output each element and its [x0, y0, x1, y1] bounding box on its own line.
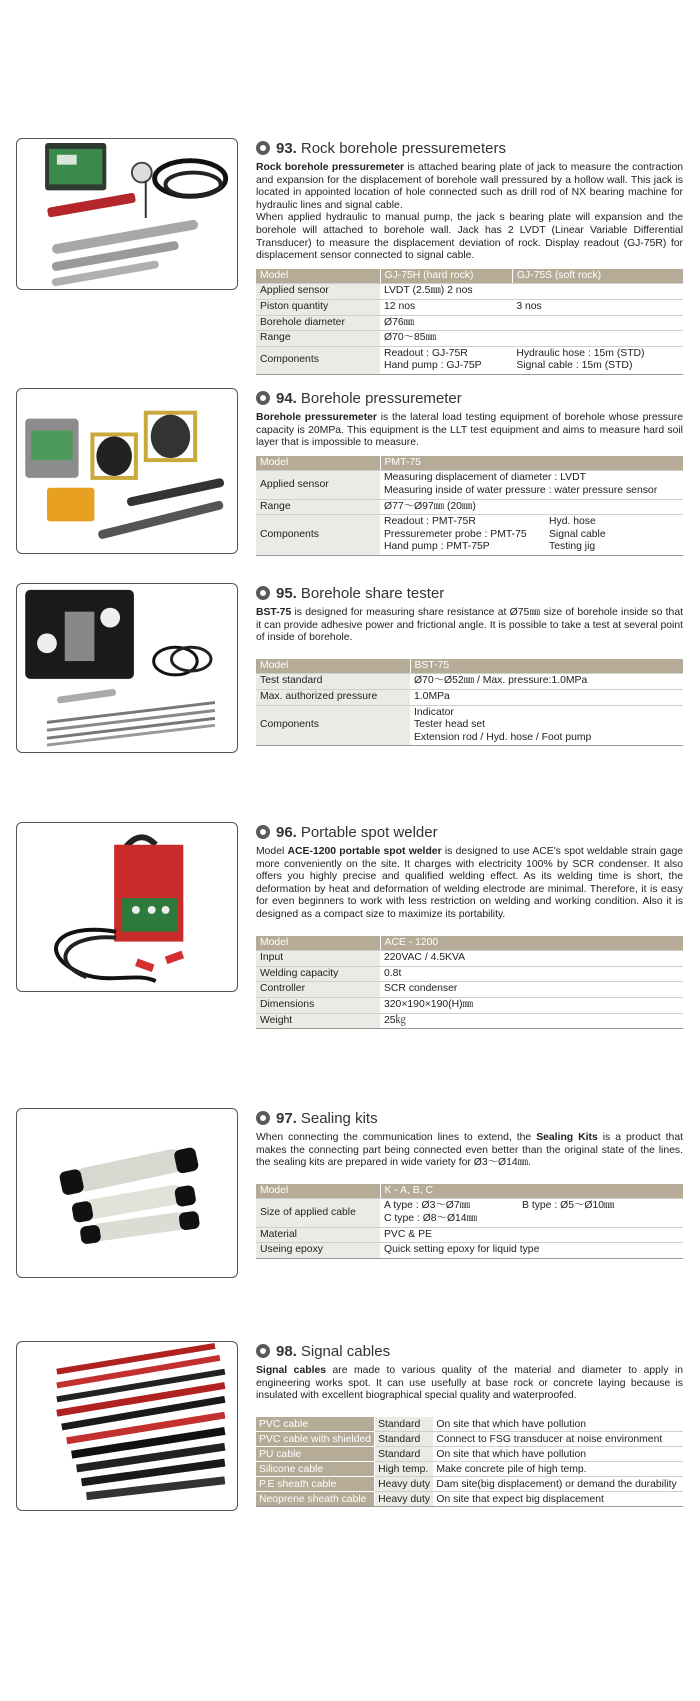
sealing-kits-illustration: [17, 1109, 237, 1277]
component-item: Hand pump : PMT-75P: [384, 541, 490, 553]
signal-cables-illustration: [17, 1342, 237, 1510]
row-value: 320×190×190(H)㎜: [380, 997, 683, 1013]
row-label: Test standard: [256, 674, 410, 690]
row-value: SCR condenser: [380, 982, 683, 998]
row-value: [410, 705, 683, 746]
component-item: Testing jig: [549, 541, 596, 553]
component-item: Indicator: [414, 706, 454, 718]
sensor-item: Measuring displacement of diameter : LVDT: [384, 472, 586, 484]
component-item: Hyd. hose: [549, 516, 596, 528]
spec-table: [256, 269, 683, 375]
component-item: Extension rod / Hyd. hose / Foot pump: [414, 731, 592, 743]
model-label: Model: [256, 1184, 380, 1199]
component-col: [384, 516, 549, 554]
cable-name: PVC cable with shielded: [256, 1432, 375, 1447]
size-item: A type : Ø3～Ø7㎜: [384, 1200, 471, 1212]
section-title: Signal cables: [300, 1342, 391, 1360]
row-value: Ø76㎜: [380, 315, 683, 331]
desc-second: When applied hydraulic to manual pump, the jack s bearing plate will expansion and the borehole will attached to borehole wall. Jack has 2 LVDT (Linear Variable Differential Transducer) to measure the displacement deviation of rock. Display readout (GJ-75R) for displacement sensor connected to signal cable.: [256, 212, 683, 262]
row-label: Material: [256, 1227, 380, 1243]
row-value: Quick setting epoxy for liquid type: [380, 1243, 683, 1259]
section-description: [256, 607, 683, 645]
model-value-a: GJ-75H (hard rock): [380, 269, 512, 284]
row-label: Piston quantity: [256, 299, 380, 315]
section-title: Rock borehole pressuremeters: [300, 139, 506, 157]
cable-use: On site that expect big displacement: [433, 1492, 683, 1507]
section-title: Borehole pressuremeter: [300, 389, 462, 407]
component-item: Tester head set: [414, 719, 486, 731]
cable-name: P.E sheath cable: [256, 1477, 375, 1492]
row-label: Components: [256, 515, 380, 556]
desc-lead: ACE-1200 portable spot welder: [287, 846, 442, 857]
section-number: 95.: [276, 584, 297, 602]
cable-name: PVC cable: [256, 1417, 375, 1432]
section-number: 98.: [276, 1342, 297, 1360]
bullet-icon: [256, 391, 270, 405]
row-label: Components: [256, 705, 410, 746]
section-description: [256, 846, 683, 922]
row-value: 1.0MPa: [410, 689, 683, 705]
table-row: [256, 1432, 683, 1447]
table-row: [256, 1477, 683, 1492]
sensor-item: Measuring inside of water pressure : water pressure sensor: [384, 484, 658, 496]
row-label: Input: [256, 951, 380, 967]
cable-name: PU cable: [256, 1447, 375, 1462]
product-photo-signal-cables: [16, 1341, 238, 1511]
cable-grade: Standard: [375, 1432, 434, 1447]
row-value: [380, 471, 683, 499]
bullet-icon: [256, 141, 270, 155]
model-value: PMT-75: [380, 456, 683, 471]
borehole-pressuremeter-illustration: [17, 389, 237, 553]
cable-use: On site that which have pollution: [433, 1417, 683, 1432]
desc-lead: Sealing Kits: [536, 1132, 598, 1143]
size-item: B type : Ø5～Ø10㎜: [522, 1200, 615, 1212]
row-label: Borehole diameter: [256, 315, 380, 331]
row-label: Weight: [256, 1013, 380, 1029]
cable-use: Dam site(big displacement) or demand the durability: [433, 1477, 683, 1492]
component-col: [549, 516, 679, 554]
row-label: Dimensions: [256, 997, 380, 1013]
model-value-b: GJ-75S (soft rock): [512, 269, 683, 284]
section-heading: [256, 822, 683, 842]
row-value: [380, 1199, 683, 1227]
desc-lead: BST-75: [256, 607, 292, 618]
desc-rest: is designed to use ACE's spot weldable strain gage more conveniently on the site. It charges with electricity 100% by SCR condenser. It also offers you highly precise and qualified welding effect. As its welding time is short, the deformation by heat and deformation of welding electrode are minimal. Therefore, it is easy for even beginners to work with less restriction on welding and working condition. Also it is designed as a compact size to maximize its portability.: [256, 846, 684, 920]
table-row: [256, 1462, 683, 1477]
size-col: [384, 1200, 522, 1225]
section-heading: [256, 138, 683, 158]
row-value: [380, 346, 512, 374]
pressuremeter-kit-illustration: [17, 139, 237, 289]
model-label: Model: [256, 659, 410, 674]
section-heading: [256, 1108, 683, 1128]
desc-pre: Model: [256, 846, 288, 857]
spec-table: [256, 456, 683, 556]
row-label: Max. authorized pressure: [256, 689, 410, 705]
row-value: PVC & PE: [380, 1227, 683, 1243]
component-item: Signal cable : 15m (STD): [516, 360, 633, 372]
row-value: Ø70～Ø52㎜ / Max. pressure:1.0MPa: [410, 674, 683, 690]
product-photo-sealing-kits: [16, 1108, 238, 1278]
desc-lead: Rock borehole pressuremeter: [256, 162, 405, 173]
table-row: [256, 1492, 683, 1507]
row-value: [380, 515, 683, 556]
component-item: Hydraulic hose : 15m (STD): [516, 347, 645, 359]
section-description: [256, 1132, 683, 1170]
table-row: [256, 1417, 683, 1432]
spec-table: [256, 1184, 683, 1259]
bullet-icon: [256, 825, 270, 839]
section-description: [256, 162, 683, 263]
section-heading: [256, 1341, 683, 1361]
cable-use: Make concrete pile of high temp.: [433, 1462, 683, 1477]
desc-lead: Borehole pressuremeter: [256, 412, 377, 423]
component-item: Readout : GJ-75R: [384, 347, 468, 359]
section-number: 93.: [276, 139, 297, 157]
content-96: [256, 822, 683, 1029]
size-col: [522, 1200, 679, 1225]
spot-welder-illustration: [17, 823, 237, 991]
row-label: Range: [256, 499, 380, 515]
cable-table: [256, 1417, 683, 1508]
row-label: Range: [256, 331, 380, 347]
section-heading: [256, 583, 683, 603]
model-value: K - A, B, C: [380, 1184, 683, 1199]
bullet-icon: [256, 1111, 270, 1125]
model-label: Model: [256, 936, 380, 951]
cable-grade: High temp.: [375, 1462, 434, 1477]
cable-grade: Standard: [375, 1447, 434, 1462]
spec-table: [256, 659, 683, 747]
section-title: Portable spot welder: [300, 823, 438, 841]
desc-rest: is designed for measuring share resistance at Ø75㎜ size of borehole inside so that it can provide adhesive power and frictional angle. It is possible to take a test at several point of inside of borehole.: [256, 607, 683, 644]
table-row: [256, 1447, 683, 1462]
row-label: Components: [256, 346, 380, 374]
row-value: 12 nos: [380, 299, 512, 315]
row-label: Useing epoxy: [256, 1243, 380, 1259]
content-94: [256, 388, 683, 556]
row-label: Controller: [256, 982, 380, 998]
product-photo-borehole-pressuremeter: [16, 388, 238, 554]
section-description: [256, 1365, 683, 1403]
cable-name: Neoprene sheath cable: [256, 1492, 375, 1507]
row-value: 0.8t: [380, 966, 683, 982]
cable-use: Connect to FSG transducer at noise environment: [433, 1432, 683, 1447]
section-description: [256, 412, 683, 450]
model-value: ACE - 1200: [380, 936, 683, 951]
row-label: Applied sensor: [256, 284, 380, 300]
row-label: Applied sensor: [256, 471, 380, 499]
content-97: [256, 1108, 683, 1259]
section-number: 97.: [276, 1109, 297, 1127]
bullet-icon: [256, 1344, 270, 1358]
content-95: [256, 583, 683, 746]
row-value: Ø70～85㎜: [380, 331, 683, 347]
bullet-icon: [256, 586, 270, 600]
row-value: Ø77～Ø97㎜ (20㎜): [380, 499, 683, 515]
component-item: Hand pump : GJ-75P: [384, 360, 482, 372]
component-item: Signal cable: [549, 528, 606, 540]
cable-grade: Heavy duty: [375, 1477, 434, 1492]
section-number: 96.: [276, 823, 297, 841]
row-label: Size of applied cable: [256, 1199, 380, 1227]
content-93: [256, 138, 683, 375]
row-label: Welding capacity: [256, 966, 380, 982]
component-item: Pressuremeter probe : PMT-75: [384, 528, 527, 540]
section-title: Sealing kits: [300, 1109, 378, 1127]
cable-grade: Heavy duty: [375, 1492, 434, 1507]
row-value: LVDT (2.5㎜) 2 nos: [380, 284, 683, 300]
size-grid: [384, 1200, 679, 1225]
product-photo-spot-welder: [16, 822, 238, 992]
row-value: 220VAC / 4.5KVA: [380, 951, 683, 967]
desc-rest: is attached bearing plate of jack to measure the contraction and expansion for the displacement of borehole wall pressured by a hollow wall. This jack is located in appointed location of hole connected such as drill rod of NX bearing machine for hydraulic lines and signal cable.: [256, 162, 683, 211]
section-title: Borehole share tester: [300, 584, 445, 602]
desc-rest: is the lateral load testing equipment of borehole whose pressure capacity is 20MPa. This equipment is the LLT test equipment and aims to measure hard soil layer that is impossible to measure.: [256, 412, 684, 449]
component-grid: [384, 516, 679, 554]
desc-lead: Signal cables: [256, 1365, 327, 1376]
section-heading: [256, 388, 683, 408]
desc-pre: When connecting the communication lines to extend, the: [256, 1132, 537, 1143]
size-item: C type : Ø8～Ø14㎜: [384, 1212, 477, 1224]
cable-name: Silicone cable: [256, 1462, 375, 1477]
product-photo-rock-borehole-pressuremeter: [16, 138, 238, 290]
section-number: 94.: [276, 389, 297, 407]
content-98: [256, 1341, 683, 1507]
cable-use: On site that which have pollution: [433, 1447, 683, 1462]
model-label: Model: [256, 269, 380, 284]
model-label: Model: [256, 456, 380, 471]
row-value: 3 nos: [512, 299, 683, 315]
row-value: 25㎏: [380, 1013, 683, 1029]
desc-rest: is a product that makes the connecting part being connected even better than the original state of the lines. the sealing kits are prepared in wide variety for Ø3～Ø14㎜.: [256, 1132, 683, 1169]
spec-table: [256, 936, 683, 1030]
component-item: Readout : PMT-75R: [384, 516, 476, 528]
desc-rest: are made to various quality of the material and diameter to apply in engineering works spot. It can use usefully at base rock or concrete laying because is insulated with excellent biographical special quality and waterproofed.: [256, 1365, 683, 1402]
model-value: BST-75: [410, 659, 683, 674]
share-tester-illustration: [17, 584, 237, 752]
product-photo-borehole-share-tester: [16, 583, 238, 753]
cable-grade: Standard: [375, 1417, 434, 1432]
row-value: [512, 346, 683, 374]
